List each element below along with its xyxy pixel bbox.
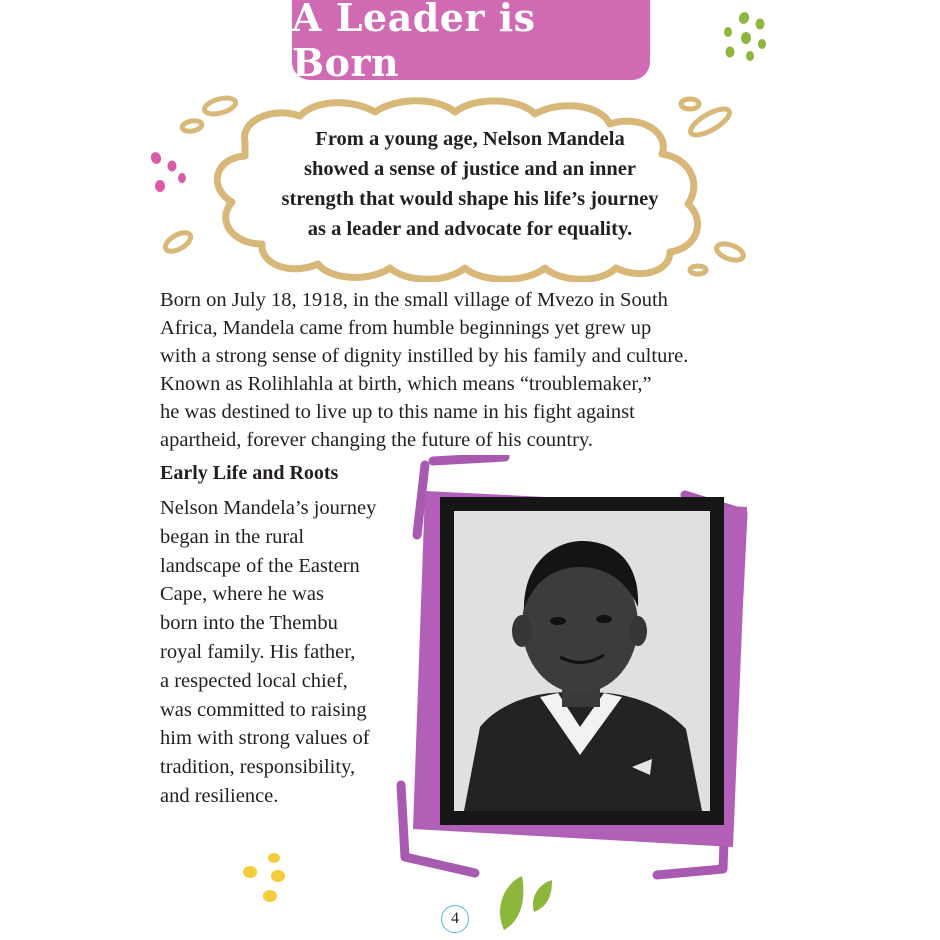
intro-paragraph: Born on July 18, 1918, in the small village of Mvezo in South Africa, Mandela came from humble beginnings yet grew up with a strong sense of dignity instilled by his family and culture. Known as Rolihlahla at birth, which means “troublemaker,” he was destined to live up to this name in his fight against apartheid, forever changing the future of his country. [160,289,689,451]
callout-text: From a young age, Nelson Mandela showed a sense of justice and an inner strength that would shape his life’s journey as a leader and advocate for equality. [281,128,659,240]
page-number-label: 4 [451,910,459,927]
yellow-dots-cluster-icon [240,850,292,908]
section-heading: Early Life and Roots [160,462,339,484]
child-portrait-photo-icon [440,497,724,825]
green-dots-cluster-icon [716,10,772,66]
page-number [441,905,469,933]
title-banner [292,0,650,85]
section-paragraph: Nelson Mandela’s journey began in the rural landscape of the Eastern Cape, where he was born into the Thembu royal family. His father, a respected local chief, was committed to raising him with strong values of tradition, responsibility, and resilience. [160,497,377,807]
page-title: A Leader is Born [292,0,536,85]
portrait-photo [440,497,724,825]
green-leaves-icon [494,872,558,934]
